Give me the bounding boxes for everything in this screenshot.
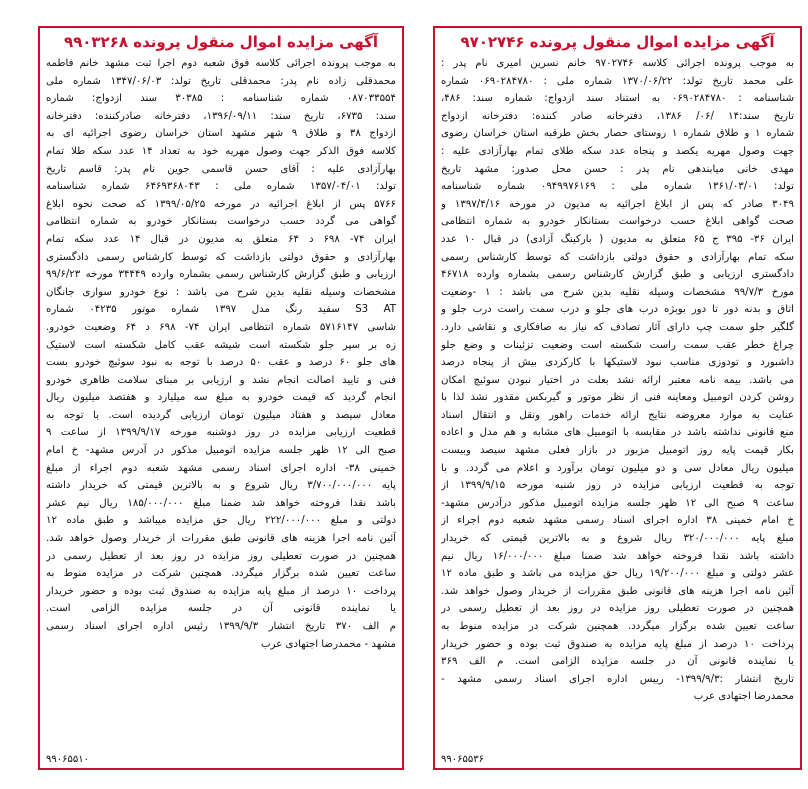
notice-line: داشبورد و تودوزی مناسب نبود لاستیکها با کارکردی بیش از پنجاه درصد — [441, 357, 794, 369]
notice-line: کلاسه فوق الذکر جهت وصول مهریه خود به تعداد ۱۴ عدد سکه طلا تمام — [46, 145, 396, 157]
notice-line: معادل سیصد و هفتاد میلیون تومان ارزیابی گردیده است. با توجه به — [46, 409, 396, 421]
notice-code: ۹۹۰۶۵۵۳۶ — [441, 754, 484, 765]
notice-body — [40, 55, 402, 653]
notice-line: ۵۷۶۶ پس از ابلاغ اجرائیه در مورخه ۱۳۹۹/۰۵/۲۵ که صحت نحوه ابلاغ — [46, 198, 396, 210]
notice-line: داشته باشد نقدا فروخته خواهد شد ضمنا مبلغ ۱۶/۰۰۰/۰۰۰ ریال نیم — [441, 550, 794, 562]
notice-line: صحت گواهی ابلاغ حسب درخواست بستانکار خودرو به شماره انتظامی — [441, 216, 794, 228]
notice-line: شناسنامه : ۰۶۹۰۲۸۴۷۸۰ به استناد سند ازدواج: شماره سند: ۴۸۶، — [441, 93, 794, 105]
notice-line: تولد: ۱۳۵۷/۰۴/۰۱ شماره ملی : ۶۴۶۹۳۶۸۰۴۳ شماره شناسنامه — [46, 181, 396, 193]
notice-line: های جلو ۶۰ درصد و عقب ۵۰ درصد با توجه به نبود سوئیچ خودرو بست — [46, 357, 396, 369]
notice-line: شاسی ۵۷۱۶۱۴۷ شماره انتظامی ایران ۷۴- ۶۹۸ د ۶۴ وضعیت خودرو. — [46, 321, 396, 333]
notice-title: آگهی مزایده اموال منقول پرونده ۹۷۰۲۷۴۶ — [460, 33, 775, 51]
notice-line: S3 AT سفید رنگ مدل ۱۳۹۷ شماره موتور ۰۴۲۳۵ شماره — [46, 304, 396, 316]
notice-line: بهارآزادی علیه : آقای حسن قاسمی جوین نام پدر: قاسم تاریخ — [46, 163, 396, 175]
notice-line: ارزیابی و طبق گزارش کارشناس رسمی بشماره وارده ۳۴۴۴۹ مورخه ۹۹/۶/۲۳ — [46, 269, 396, 281]
notice-line: به موجب پرونده اجرائی کلاسه فوق شعبه دوم اجرا ثبت مشهد خانم فاطمه — [46, 58, 396, 69]
notice-line: دولتی و مبلغ ۲۲۲/۰۰۰/۰۰۰ ریال حق مزایده میباشد و طبق ماده ۱۲ — [46, 515, 396, 527]
notice-line: محمدرضا اجتهادی عرب — [693, 691, 794, 703]
notice-line: تولد: ۱۳۶۱/۰۳/۰۱ شماره ملی : ۰۹۴۹۹۷۶۱۶۹ شماره شناسنامه — [441, 181, 794, 193]
notice-line: مشخصات وسیله نقلیه بدین شرح می باشد : نوع خودرو سواری جانگان — [46, 286, 396, 298]
notice-line: عنایت به موارد معروضه نتایج ارائه خدمات راهور ونقل و انتقال اسناد — [441, 409, 794, 421]
notice-line: محمدقلی زاده نام پدر: محمدقلی تاریخ تولد: ۱۳۴۷/۰۶/۰۳ شماره ملی — [46, 75, 396, 87]
notice-line: گلگیر جلو سمت چپ دارای آثار تصادف که نیاز به صافکاری و نقاشی دارد. — [441, 321, 794, 333]
notice-line: روشن کردن اتومبیل ومعاینه فنی از نظر موتور و گیربکس مقدور نشد لذا با — [441, 392, 794, 404]
notice-line: شماره ۱ و طلاق شماره ۱ روستای حصار بخش طرقبه استان خراسان رضوی — [441, 128, 794, 140]
notice-line: چراغ خطر عقب سمت راست شکسته است وضعیت تزئینات و وضع جلو — [441, 339, 794, 351]
notice-line: مهدی خانی میابندهی نام پدر : حسن محل صدور: مشهد تاریخ — [441, 163, 794, 175]
notice-line: گواهی می گردد حسب درخواست بستانکار خودرو به شماره انتظامی — [46, 216, 396, 228]
notice-code: ۹۹۰۶۵۵۱۰ — [46, 754, 89, 765]
notice-line: همچنین در صورت تعطیلی روز مزایده در روز بعد از تعطیل رسمی در — [441, 603, 794, 615]
notice-line: باشد نقدا فروخته خواهد شد ضمنا مبلغ ۱۸۵/۰۰۰/۰۰۰ ریال نیم عشر — [46, 497, 396, 509]
notice-line: قطعیت ارزیابی مزایده در روز دوشنبه مورخه ۱۳۹۹/۹/۱۷ از ساعت ۹ — [46, 427, 396, 439]
notice-line: مورخ ۹۹/۷/۳ مشخصات وسیله نقلیه بدین شرح می باشد : ۱ -وضعیت — [441, 286, 794, 298]
notice-line: جهت وصول مهریه یکصد و پنجاه عدد سکه طلای تمام بهارآزادی علیه : — [441, 145, 794, 157]
notice-line: اتاق و بدنه دور تا دور بوبژه درب های جلو و درب سمت راست درب جلو و — [441, 304, 794, 316]
notice-line: فنی و تایید اصالت انجام نشد و ارزیابی بر مبنای سلامت ظاهری خودرو — [46, 374, 396, 386]
notice-line: یا نماینده قانونی آن در جلسه مزایده الزامی است. م الف ۳۶۹ — [441, 656, 794, 668]
notice-line: سکه تمام بهارآزادی و حقوق دولتی بازداشت که توسط کارشناس رسمی — [441, 251, 794, 263]
notice-line: ازدواج ۳۸ و طلاق ۹ شهر مشهد استان خراسان رضوی اجرائیه ای به — [46, 128, 396, 140]
notice-line: ایران ۳۶- ۳۹۵ ج ۶۵ متعلق به مدیون ( بارکینگ آزادی) در قبال ۱۰ عدد — [441, 233, 794, 245]
auction-notice-9702746 — [433, 26, 802, 770]
notice-line: همچنین در صورت تعطیلی روز مزایده در روز بعد از تعطیل رسمی در — [46, 550, 396, 562]
notice-line: پرداخت ۱۰ درصد از مبلغ پایه مزایده به صندوق ثبت بوده و حضور خریدار — [46, 585, 396, 597]
notice-line: دادگستری ارزیابی و طبق گزارش کارشناس رسمی بشماره وارده ۴۶۷۱۸ — [441, 269, 794, 281]
notice-line: به موجب پرونده اجرائی کلاسه ۹۷۰۲۷۴۶ خانم نسرین امیری نام پدر : — [441, 58, 794, 69]
notice-line: میلیون ریال معادل سی و دو میلیون تومان برآورد و اعلام می گردد. و با — [441, 462, 794, 474]
notice-line: مبلغ پایه ۳۲۰/۰۰۰/۰۰۰ ریال شروع و به بالاترین قیمتی که خریدار — [441, 533, 794, 545]
notice-line: انجام گردید که قیمت خودرو به مبلغ سه میلیارد و هفتصد میلیون ریال — [46, 392, 396, 404]
notice-line: ساعت ۹ صبح الی ۱۲ ظهر جلسه مزایده اتومبیل مذکور درآدرس مشهد- — [441, 497, 794, 509]
notice-line: م الف ۳۷۰ تاریخ انتشار ۱۳۹۹/۹/۳ رئیس اداره اجرای اسناد رسمی — [46, 621, 396, 632]
notice-line: تاریخ انتشار :۱۳۹۹/۹/۳- رییس اداره اجرای اسناد رسمی مشهد - — [441, 673, 794, 685]
notice-line: یا نماینده قانونی آن در جلسه مزایده الزامی است. — [46, 603, 396, 615]
notice-body — [435, 55, 800, 706]
notice-line: تاریخ سند:۱۴ /۰۶/ ۱۳۸۶، دفترخانه صادر کننده: دفترخانه ازدواج — [441, 110, 794, 122]
notice-line: زه بر سپر جلو شکسته است شیشه عقب کامل شکسته است لاستیک — [46, 339, 396, 351]
notice-line: ۳۰۴۹ صادر که پس از ابلاغ اجرائیه به مدیون در مورخه ۱۳۹۷/۴/۱۶ و — [441, 198, 794, 210]
notice-line: آئین نامه اجرا هزینه های قانونی طبق مقررات از خریدار وصول خواهد شد. — [441, 585, 794, 597]
notice-line: پایه ۳/۷۰۰/۰۰۰/۰۰۰ ریال شروع و به بالاترین قیمتی که خریدار داشته — [46, 480, 396, 492]
notice-line: بکار قیمت پایه روز اتومبیل مزبور در بازار فعلی مشهد سیصد وبیست — [441, 445, 794, 457]
notice-line: می باشد. بیمه نامه معتبر ارائه نشد بعلت در اختیار نبودن سوئیچ امکان — [441, 374, 794, 386]
notice-line: خ امام خمینی ۳۸ اداره اجرای اسناد رسمی مشهد شعبه دوم اجراء از — [441, 515, 794, 527]
notice-line: منع قانونی نداشته باشد در مقایسه با اتومبیل های مشابه و هم مدل و اعاده — [441, 427, 794, 439]
notice-line: پرداخت ۱۰ درصد از مبلغ پایه مزایده به صندوق ثبت بوده و حضور خریدار — [441, 638, 794, 650]
notice-line: توجه به قطعیت ارزیابی مزایده در روز شنبه مورخه ۱۳۹۹/۹/۱۵ از — [441, 480, 794, 492]
auction-notice-9903268 — [38, 26, 404, 770]
notice-line: آئین نامه اجرا هزینه های قانونی طبق مقررات از خریدار وصول خواهد شد. — [46, 533, 396, 545]
notice-line: صبح الی ۱۲ ظهر جلسه مزایده اتومبیل مذکور در آدرس مشهد- خ امام — [46, 445, 396, 457]
notice-line: سند: ۶۷۳۵، تاریخ سند: ۱۳۹۶/۰۹/۱۱، دفترخانه صادرکننده: دفترخانه — [46, 110, 396, 122]
notice-line: خمینی ۳۸- اداره اجرای اسناد رسمی مشهد شعبه دوم اجراء از مبلغ — [46, 462, 396, 474]
notice-line: ساعت تعیین شده برگزار میگردد. همچنین شرکت در مزایده منوط به — [441, 621, 794, 632]
notice-line: ۰۸۷۰۳۳۵۵۴ شماره شناسنامه : ۳۰۳۸۵ سند ازدواج: شماره — [46, 93, 396, 105]
notice-line: ساعت تعیین شده برگزار میگردد. همچنین شرکت در مزایده منوط به — [46, 568, 396, 580]
notice-line: عشر دولتی و مبلغ ۱۹/۲۰۰/۰۰۰ ریال حق مزایده می باشد و طبق ماده ۱۲ — [441, 568, 794, 580]
notice-line: بهارآزادی و حقوق دولتی بازداشت که توسط کارشناس رسمی دادگستری — [46, 251, 396, 263]
notice-line: علی محمد تاریخ تولد: ۱۳۷۰/۰۶/۲۲ شماره ملی : ۰۶۹۰۲۸۴۷۸۰ شماره — [441, 75, 794, 87]
notice-line: ایران ۷۴- ۶۹۸ د ۶۴ متعلق به مدیون در قبال ۱۴ عدد سکه تمام — [46, 233, 396, 245]
notice-title: آگهی مزایده اموال منقول پرونده ۹۹۰۳۲۶۸ — [63, 33, 379, 51]
notice-line: مشهد - محمدرضا اجتهادی عرب — [261, 638, 396, 650]
